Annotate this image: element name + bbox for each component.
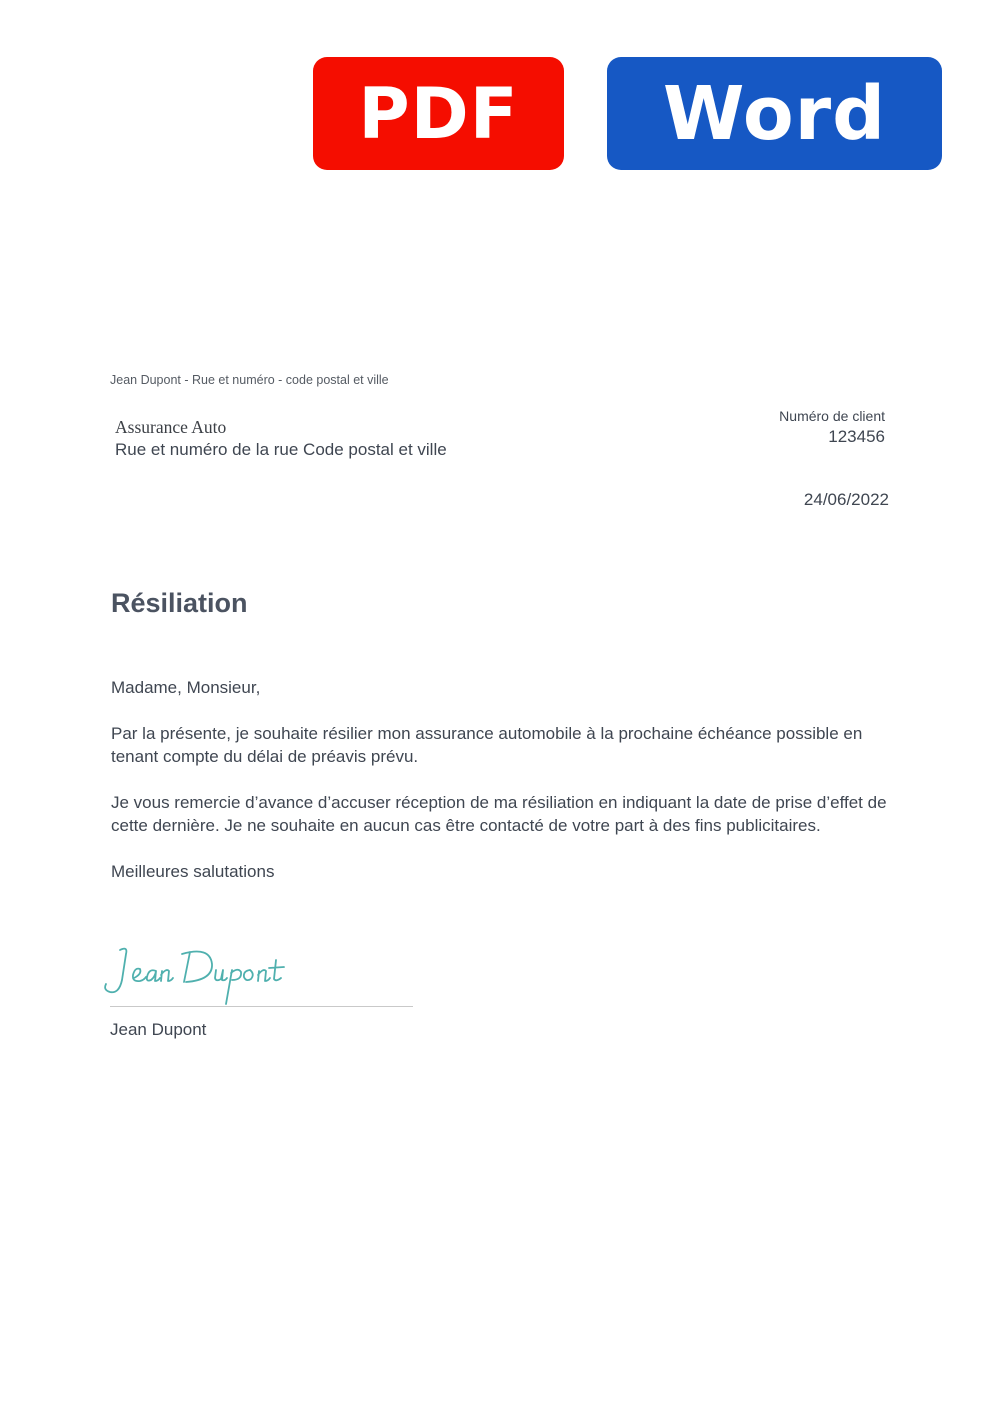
sender-address-line: Jean Dupont - Rue et numéro - code postal et ville xyxy=(110,373,389,387)
download-word-button[interactable]: Word xyxy=(607,57,942,170)
recipient-name: Assurance Auto xyxy=(115,417,227,437)
recipient-address: Rue et numéro de la rue Code postal et ville xyxy=(115,440,447,459)
download-pdf-button[interactable]: PDF xyxy=(313,57,564,170)
recipient-block xyxy=(115,417,447,460)
salutation: Madame, Monsieur, xyxy=(111,678,261,697)
signer-name: Jean Dupont xyxy=(110,1020,207,1039)
body-paragraph: Je vous remercie d’avance d’accuser réception de ma résiliation en indiquant la date de prise d’effet de cette dernière. Je ne souhaite en aucun cas être contacté de votre part à des fins publicitaires. xyxy=(111,793,887,835)
client-number-value: 123456 xyxy=(828,427,885,446)
body-paragraph: Par la présente, je souhaite résilier mon assurance automobile à la prochaine échéance possible en tenant compte du délai de préavis prévu. xyxy=(111,724,863,766)
client-number-label: Numéro de client xyxy=(779,408,885,424)
client-number-block xyxy=(779,408,885,447)
letter-subject: Résiliation xyxy=(111,588,248,618)
closing: Meilleures salutations xyxy=(111,862,275,881)
letter-body xyxy=(111,676,901,906)
handwritten-signature-image xyxy=(98,940,418,1010)
signature-line xyxy=(110,1006,413,1007)
letter-date: 24/06/2022 xyxy=(803,490,889,509)
